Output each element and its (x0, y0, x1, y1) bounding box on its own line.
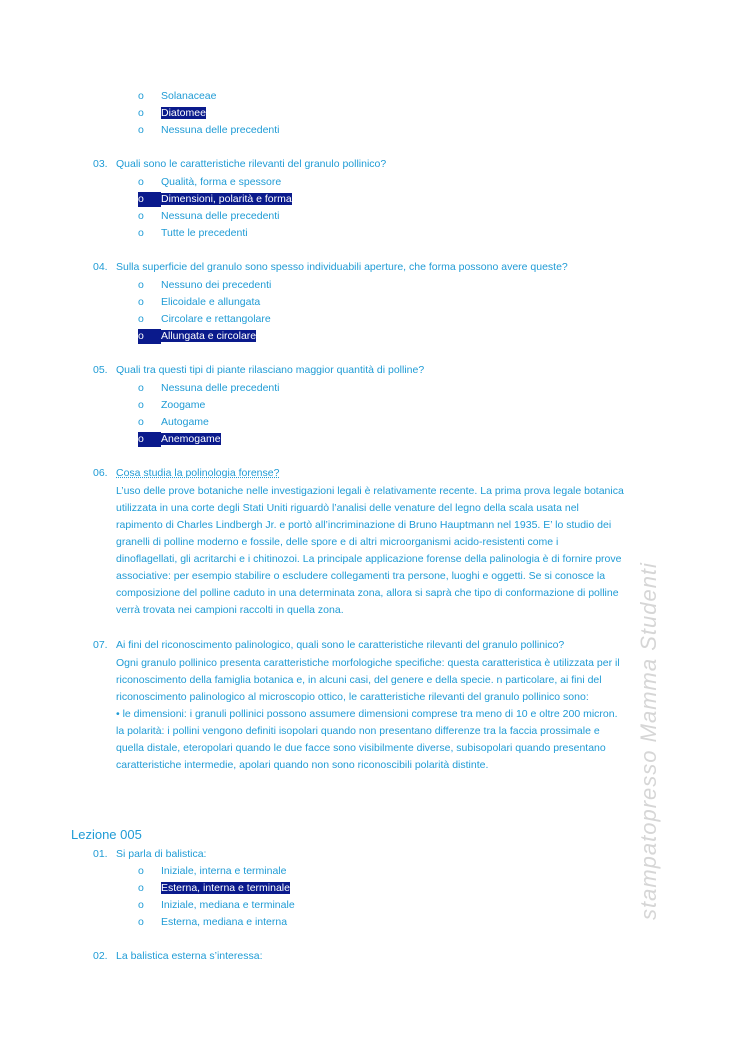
option-item-selected[interactable] (138, 106, 206, 121)
question-06 (93, 466, 279, 481)
watermark-text: stampatopresso Mamma Studenti (636, 562, 661, 920)
question-05 (93, 363, 424, 378)
option-item[interactable] (138, 915, 287, 930)
option-item[interactable] (138, 89, 216, 104)
question-number: 07. (93, 639, 108, 651)
question-number: 01. (93, 848, 108, 860)
option-item[interactable] (138, 175, 281, 190)
answer-line: quella distale, eteropolari quando le due facce sono visibilmente diverse, subisopolari quando presentano (116, 742, 606, 754)
option-item-selected[interactable] (138, 881, 290, 896)
question-number: 02. (93, 950, 108, 962)
option-text: Esterna, interna e terminale (161, 882, 290, 894)
option-bullet: o (138, 916, 144, 928)
answer-line: rapimento di Charles Lindbergh Jr. e portò all’incriminazione di Bruno Hauptmann nel 1935. E’ lo studio dei (116, 519, 612, 531)
option-text: Nessuna delle precedenti (161, 210, 280, 222)
answer-paragraph-06 (116, 483, 676, 619)
option-item-selected[interactable] (138, 329, 256, 344)
option-text: Solanaceae (161, 90, 217, 102)
question-text: Si parla di balistica: (116, 848, 207, 860)
answer-paragraph-07 (116, 655, 676, 774)
option-bullet: o (138, 192, 161, 207)
answer-line: riconoscimento palinologico al microscopio ottico, le caratteristiche rilevanti del granulo pollinico sono: (116, 691, 589, 703)
answer-line: dinoflagellati, gli acritarchi e i chitinozoi. La principale applicazione forense della palinologia è di fornire prove (116, 553, 622, 565)
answer-line: utilizzata in una corte degli Stati Uniti riguardò l’analisi delle venature del legno della scala usata nel (116, 502, 579, 514)
option-bullet: o (138, 329, 161, 344)
answer-line: granelli di polline moderno e fossile, delle spore e di altri microorganismi acido-resistenti come i (116, 536, 559, 548)
option-item[interactable] (138, 898, 295, 913)
question-04 (93, 260, 568, 275)
question-text: Sulla superficie del granulo sono spesso individuabili aperture, che forma possono avere queste? (116, 261, 568, 273)
option-bullet: o (138, 90, 144, 102)
option-text: Tutte le precedenti (161, 227, 248, 239)
option-bullet: o (138, 432, 161, 447)
option-bullet: o (138, 279, 144, 291)
question-text: La balistica esterna s’interessa: (116, 950, 263, 962)
answer-line: la polarità: i pollini vengono definiti isopolari quando non presentano differenze tra la faccia prossimale e (116, 725, 600, 737)
option-item[interactable] (138, 226, 248, 241)
option-item[interactable] (138, 398, 205, 413)
option-bullet: o (138, 176, 144, 188)
option-text: Allungata e circolare (161, 330, 257, 342)
option-item-selected[interactable] (138, 192, 292, 207)
option-item[interactable] (138, 295, 260, 310)
answer-line: L’uso delle prove botaniche nelle investigazioni legali è relativamente recente. La prima prova legale botanica (116, 485, 624, 497)
lesson-question-01 (93, 847, 206, 862)
option-bullet: o (138, 382, 144, 394)
option-item[interactable] (138, 381, 280, 396)
option-text: Elicoidale e allungata (161, 296, 261, 308)
question-text: Quali tra questi tipi di piante rilasciano maggior quantità di polline? (116, 364, 425, 376)
question-text: Quali sono le caratteristiche rilevanti del granulo pollinico? (116, 158, 387, 170)
option-text: Nessuno dei precedenti (161, 279, 272, 291)
option-text: Nessuna delle precedenti (161, 124, 280, 136)
option-item[interactable] (138, 415, 209, 430)
lesson-heading: Lezione 005 (71, 827, 142, 842)
option-item[interactable] (138, 209, 280, 224)
question-number: 06. (93, 467, 108, 479)
option-text: Nessuna delle precedenti (161, 382, 280, 394)
option-text: Qualità, forma e spessore (161, 176, 282, 188)
question-03 (93, 157, 386, 172)
answer-line: verrà trovata nei campioni raccolti in quella zona. (116, 604, 344, 616)
answer-line: riconoscimento della famiglia botanica e, in alcuni casi, del genere e della specie. n particolare, ai fini del (116, 674, 602, 686)
option-text: Iniziale, mediana e terminale (161, 899, 295, 911)
option-bullet: o (138, 296, 144, 308)
option-text: Circolare e rettangolare (161, 313, 271, 325)
lesson-question-02 (93, 949, 263, 964)
option-bullet: o (138, 107, 144, 119)
option-text: Iniziale, interna e terminale (161, 865, 287, 877)
option-bullet: o (138, 210, 144, 222)
option-bullet: o (138, 313, 144, 325)
option-item[interactable] (138, 123, 280, 138)
option-item-selected[interactable] (138, 432, 221, 447)
option-bullet: o (138, 416, 144, 428)
option-item[interactable] (138, 864, 286, 879)
answer-line: associative: per esempio stabilire o escludere collegamenti tra persone, luoghi e oggetti. Se si conosce la (116, 570, 606, 582)
option-text: Autogame (161, 416, 209, 428)
option-text: Esterna, mediana e interna (161, 916, 288, 928)
question-number: 04. (93, 261, 108, 273)
answer-line: composizione del polline caduto in una determinata zona, allora si saprà che tipo di conformazione di polline (116, 587, 619, 599)
option-bullet: o (138, 124, 144, 136)
option-bullet: o (138, 399, 144, 411)
option-bullet: o (138, 227, 144, 239)
option-item[interactable] (138, 278, 271, 293)
option-text: Zoogame (161, 399, 206, 411)
question-number: 05. (93, 364, 108, 376)
question-text: Cosa studia la polinologia forense? (116, 467, 280, 479)
option-item[interactable] (138, 312, 271, 327)
answer-line: caratteristiche intermedie, apolari quando non sono riconoscibili polarità distinte. (116, 759, 489, 771)
option-text: Diatomee (161, 107, 206, 119)
option-text: Dimensioni, polarità e forma (161, 193, 292, 205)
option-bullet: o (138, 899, 144, 911)
option-bullet: o (138, 865, 144, 877)
question-number: 03. (93, 158, 108, 170)
answer-line: Ogni granulo pollinico presenta caratteristiche morfologiche specifiche: questa caratteristica è utilizzata per il (116, 657, 620, 669)
answer-line: • le dimensioni: i granuli pollinici possono assumere dimensioni comprese tra meno di 10 e oltre 200 micron. (116, 708, 618, 720)
question-07 (93, 638, 564, 653)
option-text: Anemogame (161, 433, 221, 445)
question-text: Ai fini del riconoscimento palinologico, quali sono le caratteristiche rilevanti del granulo pollinico? (116, 639, 565, 651)
option-bullet: o (138, 882, 144, 894)
